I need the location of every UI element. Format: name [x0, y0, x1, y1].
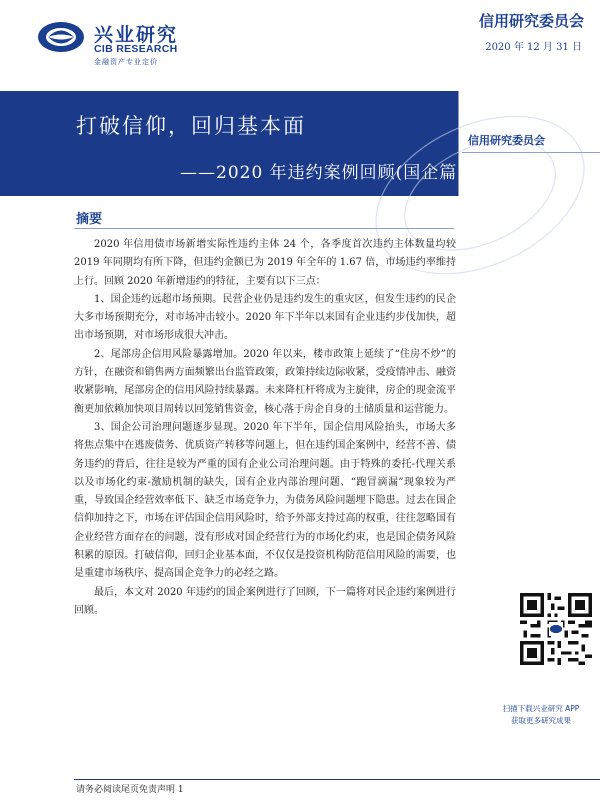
header-department: 信用研究委员会 [478, 12, 584, 30]
abstract-heading: 摘要 [76, 212, 103, 227]
footer-divider [74, 779, 600, 780]
logo-chinese-name: 兴业研究 [94, 24, 179, 46]
footer-disclaimer: 请务必阅读尾页免责声明 1 [76, 785, 184, 795]
report-subtitle: ——2020 年违约案例回顾(国企篇) [180, 163, 465, 183]
sidebar-divider [462, 152, 600, 153]
abstract-paragraph: 2020 年信用债市场新增实际性违约主体 24 个，各季度首次违约主体数量均较 2019 年同期均有所下降，但违约金额已为 2019 年全年的 1.67 倍，市场违约率维持上行。回顾 2020 年新增违约的特征，主要有以下三点： [74, 239, 456, 287]
abstract-paragraph: 1、国企违约远超市场预期。民营企业仍是违约发生的重灾区，但发生违约的民企大多市场预期充分，对市场冲击较小。2020 年下半年以来国有企业违约步伐加快，超出市场预期，对市场形成很大冲击。 [74, 293, 456, 342]
abstract-paragraph: 2、尾部房企信用风险暴露增加。2020 年以来，楼市政策上延续了“住房不炒”的方针，在融资和销售两方面频繁出台监管政策，政策持续边际收紧，受疫情冲击、融资收紧影响，尾部房企的信用风险持续暴露。未来降杠杆将成为主旋律，房企的现金流平衡更加依赖加快项目周转以回笼销售资金，核心落于房企自身的土储质量和运营能力。 [74, 348, 456, 415]
qr-code-icon[interactable] [520, 593, 592, 665]
sidebar-department: 信用研究委员会 [468, 134, 545, 147]
report-date: 2020 年 12 月 31 日 [485, 42, 582, 53]
abstract-paragraph: 最后，本文对 2020 年违约的国企案例进行了回顾，下一篇将对民企违约案例进行回顾。 [74, 586, 456, 616]
abstract-body [74, 236, 456, 620]
report-title: 打破信仰，回归基本面 [76, 114, 306, 138]
qr-caption-download: 扫描下载兴业研究 APP [502, 704, 580, 713]
logo-slogan: 金融资产专业定价 [94, 58, 158, 66]
qr-caption-more: 获取更多研究成果 [511, 716, 571, 725]
abstract-paragraph: 3、国企公司治理问题逐步显现。2020 年下半年，国企信用风险抬头，市场大多将焦点集中在逃废债务、优质资产转移等问题上，但在违约国企案例中，经营不善、债务违约的背后，往往是较为严重的国有企业公司治理问题。由于特殊的委托-代理关系以及市场化约束-激励机制的缺失，国有企业内部治理问题、“跑冒滴漏”现象较为严重，导致国企经营效率低下、缺乏市场竞争力，为债务风险问题埋下隐患。过去在国企信仰加持之下，市场在评估国企信用风险时，给予外部支持过高的权重，往往忽略国有企业经营方面存在的问题，没有形成对国企经营行为的市场化约束，也是国企债务风险积累的原因。打破信仰，回归企业基本面，不仅仅是投资机构防范信用风险的需要，也是重建市场秩序、提高国企竞争力的必经之路。 [74, 421, 456, 580]
abstract-divider [74, 228, 454, 229]
logo-english-name: CIB RESEARCH [94, 43, 178, 55]
cib-logo-icon [36, 20, 86, 54]
